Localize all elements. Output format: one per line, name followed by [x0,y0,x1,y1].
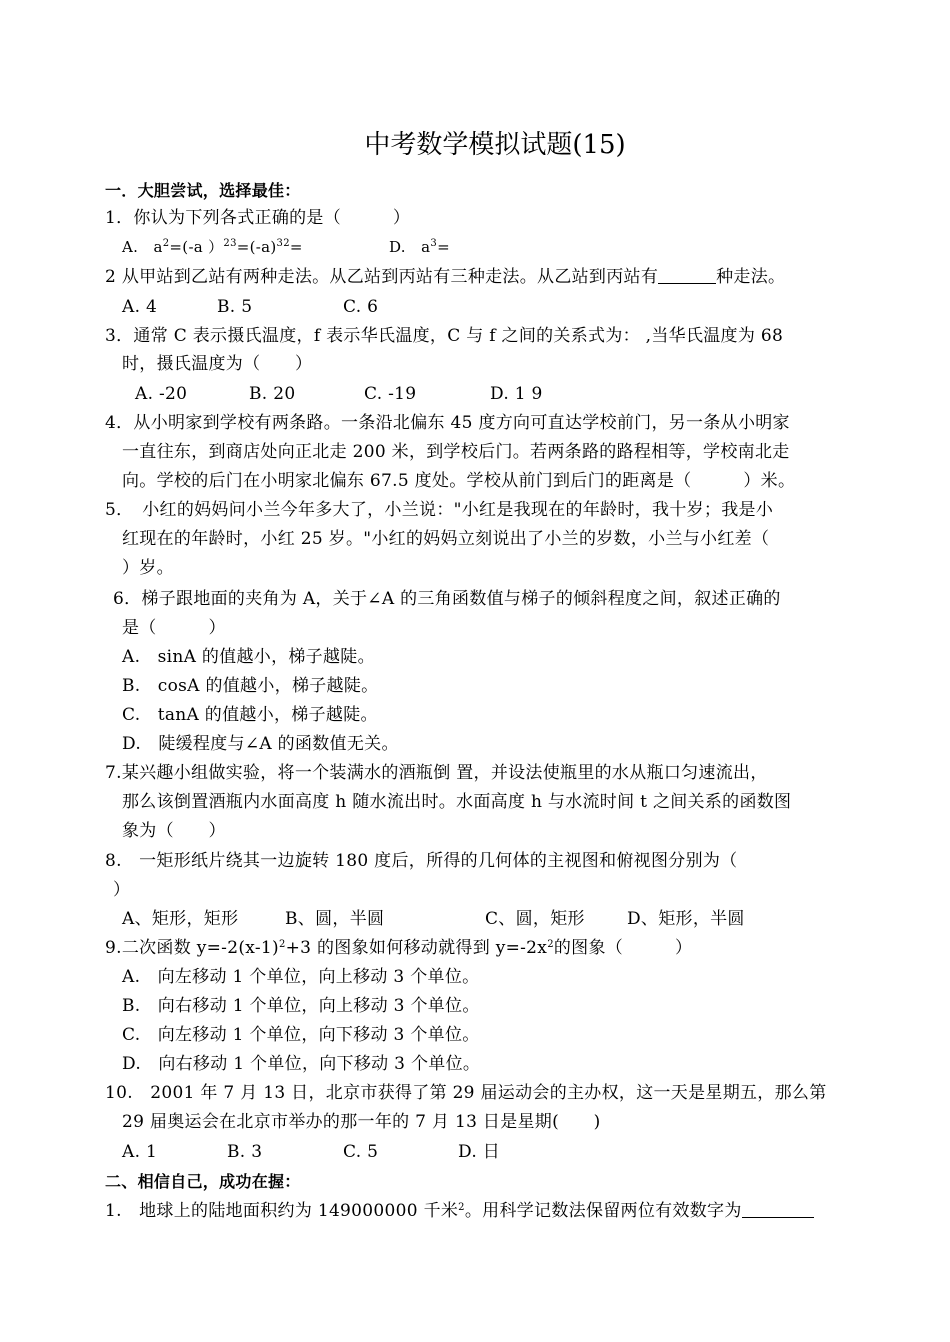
q6-line-2: 是（ ） [122,618,226,638]
q6-option-b: B. cosA 的值越小，梯子越陡。 [122,676,379,696]
q5-line-2: 红现在的年龄时，小红 25 岁。"小红的妈妈立刻说出了小兰的岁数，小兰与小红差（ [122,529,770,549]
q8-option-c: C、圆，矩形 [485,909,585,929]
q9-stem: 9.二次函数 $y=-2(x-1)^2+3$ 的图象如何移动就得到 $y=-2x^2$的图象（ ） [105,938,693,958]
q9-option-d: D. 向右移动 1 个单位，向下移动 3 个单位。 [122,1054,481,1074]
section-1-heading: 一．大胆尝试，选择最佳： [105,181,301,200]
fill-q1: 1. 地球上的陆地面积约为 149000000 千米$^2$。用科学记数法保留两位有效数字为 [105,1200,814,1222]
q7-line-2: 那么该倒置酒瓶内水面高度 h 随水流出时。水面高度 h 与水流时间 t 之间关系的函数图 [122,792,792,812]
q3-line-2: 时，摄氏温度为（ ） [122,354,313,374]
q3-option-b: B. 20 [249,384,296,404]
q4-line-3: 向。学校的后门在小明家北偏东 67.5 度处。学校从前门到后门的距离是（ ）米。 [122,471,796,491]
q9-option-c: C. 向左移动 1 个单位，向下移动 3 个单位。 [122,1025,480,1045]
q1-option-d: D. $a^3=$ [389,238,450,256]
q5-line-1: 5． 小红的妈妈问小兰今年多大了，小兰说："小红是我现在的年龄时，我十岁；我是小 [105,500,774,520]
q10-line-2: 29 届奥运会在北京市举办的那一年的 7 月 13 日是星期( ) [122,1112,601,1132]
q8-option-d: D、矩形，半圆 [627,909,745,929]
q3-line-1: 3．通常 C 表示摄氏温度，f 表示华氏温度，C 与 f 之间的关系式为： ,当华氏温度为 68 [105,326,784,346]
q2-option-c: C. 6 [343,297,379,317]
page-title: 中考数学模拟试题(15) [364,130,626,160]
q6-option-d: D. 陡缓程度与∠A 的函数值无关。 [122,734,399,754]
q2-option-a: A. 4 [122,297,158,317]
q2-answer-blank [658,267,716,284]
q4-line-1: 4．从小明家到学校有两条路。一条沿北偏东 45 度方向可直达学校前门，另一条从小明家 [105,413,790,433]
q8-line-2: ） [113,880,131,900]
q9-option-b: B. 向右移动 1 个单位，向上移动 3 个单位。 [122,996,480,1016]
q1-stem: 1．你认为下列各式正确的是（ ） [105,208,411,228]
q2-stem: 2 从甲站到乙站有两种走法。从乙站到丙站有三种走法。从乙站到丙站有 种走法。 [105,267,786,287]
q6-option-c: C. tanA 的值越小，梯子越陡。 [122,705,378,725]
q1-option-a: A. $a^2=(-a$ ）$^{23}=(-a)^{32}=$ [122,238,303,256]
q3-option-c: C. -19 [364,384,417,404]
section-2-heading: 二、相信自己，成功在握： [105,1172,301,1191]
q8-line-1: 8. 一矩形纸片绕其一边旋转 180 度后，所得的几何体的主视图和俯视图分别为（ [105,851,738,871]
q10-option-b: B. 3 [227,1142,263,1162]
q6-line-1: 6．梯子跟地面的夹角为 A，关于∠A 的三角函数值与梯子的倾斜程度之间，叙述正确的 [113,589,781,609]
q7-line-1: 7.某兴趣小组做实验，将一个装满水的酒瓶倒 置，并设法使瓶里的水从瓶口匀速流出， [105,763,768,783]
q2-option-b: B. 5 [217,297,253,317]
q10-option-d: D. 日 [458,1142,501,1162]
q9-option-a: A. 向左移动 1 个单位，向上移动 3 个单位。 [122,967,480,987]
q1-options [122,236,303,258]
q10-option-a: A. 1 [122,1142,158,1162]
q8-option-b: B、圆，半圆 [285,909,385,929]
q10-line-1: 10. 2001 年 7 月 13 日，北京市获得了第 29 届运动会的主办权，这一天是星期五，那么第 [105,1083,827,1103]
q6-option-a: A. sinA 的值越小，梯子越陡。 [122,647,375,667]
q8-option-a: A、矩形，矩形 [122,909,239,929]
fill-q1-answer-blank [742,1201,814,1218]
q7-line-3: 象为（ ） [122,821,226,841]
q4-line-2: 一直往东，到商店处向正北走 200 米，到学校后门。若两条路的路程相等，学校南北走 [122,442,790,462]
q3-option-a: A. -20 [135,384,188,404]
q3-option-d: D. 1 9 [490,384,543,404]
q10-option-c: C. 5 [343,1142,379,1162]
q5-line-3: ）岁。 [122,558,174,578]
